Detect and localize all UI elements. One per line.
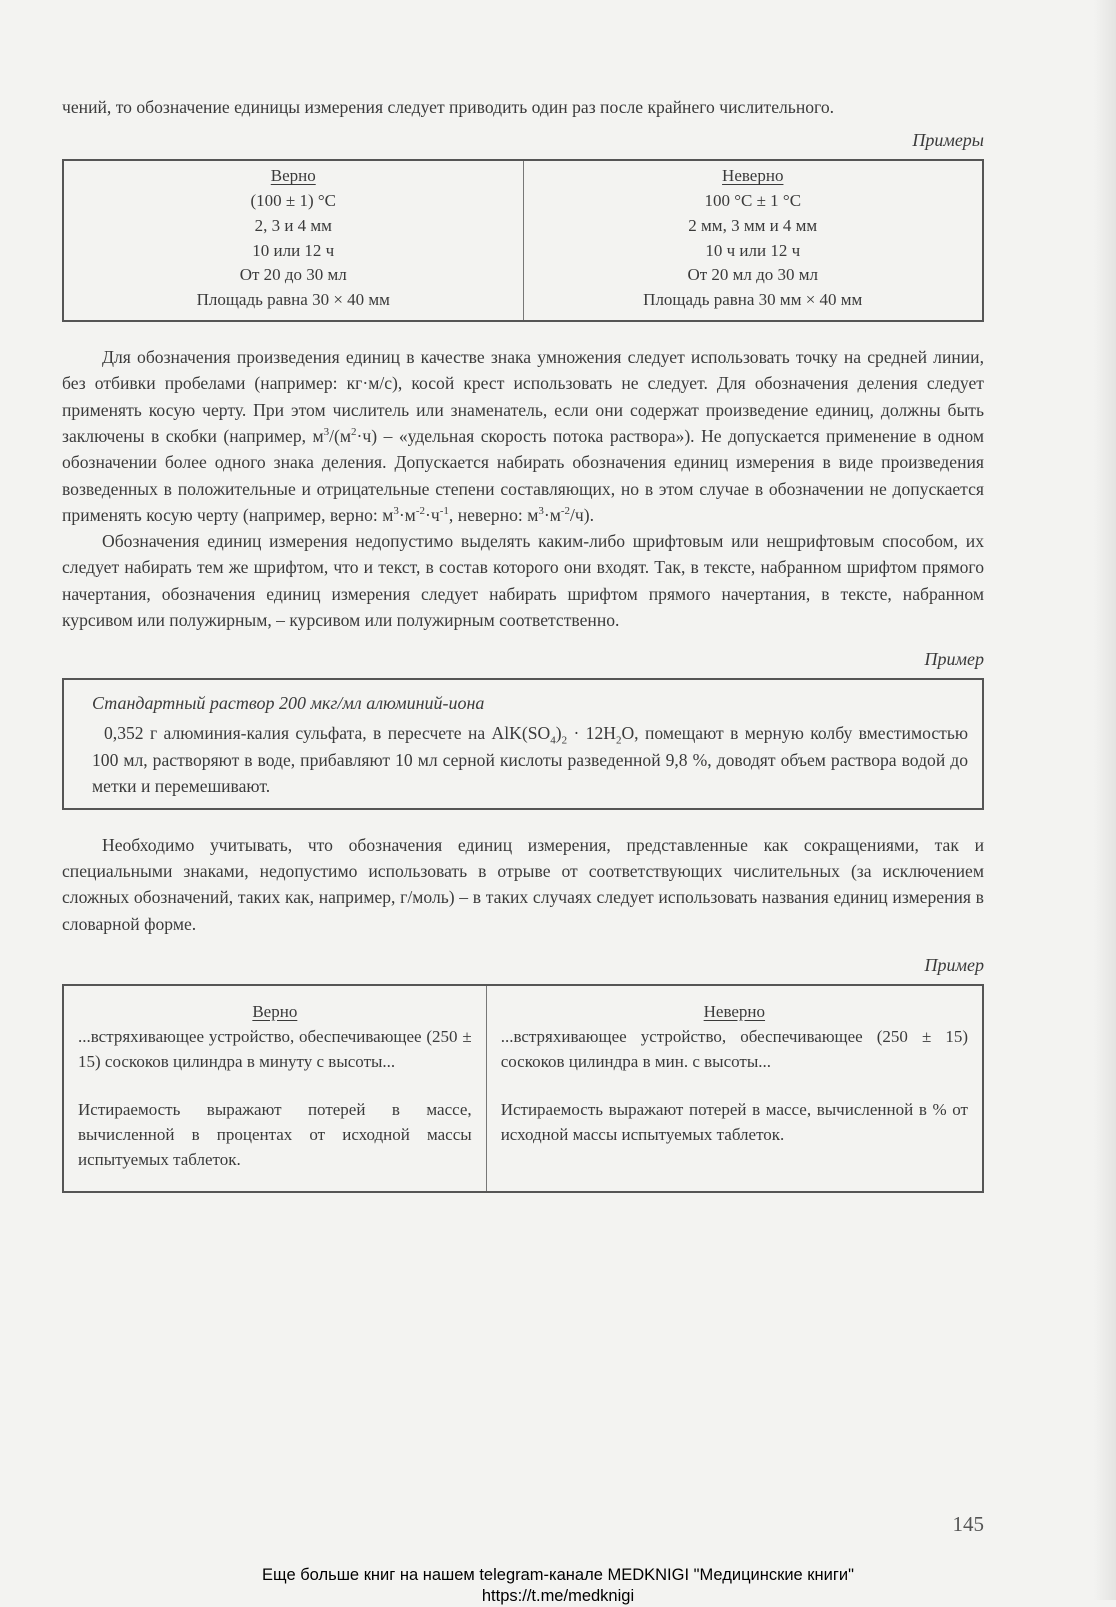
incorrect-line: 100 °С ± 1 °С [704,191,802,211]
incorrect-header: Неверно [722,166,784,186]
example-label-2: Пример [924,955,984,976]
correct-block-2: Истираемость выражают потерей в массе, вычисленной в процентах от исходной массы испытуемых таблеток. [78,1100,472,1170]
incorrect-block-1: ...встряхивающее устройство, обеспечивающее (250 ± 15) соскоков цилиндра в мин. с высоты... [500,1026,968,1071]
page-number: 145 [952,1512,984,1536]
incorrect-line: 10 ч или 12 ч [705,240,801,260]
incorrect-line: 2 мм, 3 мм и 4 мм [688,215,818,235]
incorrect-line: От 20 мл до 30 мл [687,265,819,285]
correct-block-1: ...встряхивающее устройство, обеспечивающее (250 ± 15) соскоков цилиндра в минуту с высоты... [78,1026,472,1071]
correct-header-2: Верно [252,1002,298,1022]
correct-line: От 20 до 30 мл [239,265,347,285]
intro-paragraph: чений, то обозначение единицы измерения следует приводить один раз после крайнего числительного. [62,97,835,117]
example-box-title: Стандартный раствор 200 мкг/мл алюминий-иона [92,693,485,714]
example-box-text: 0,352 г алюминия-калия сульфата, в пересчете на $AlK(SO_4)_2 \cdot 12H_2O$, помещают в мерную колбу вместимостью 100 мл, растворяют в воде, прибавляют 10 мл серной кислоты разведенной 9,8 %, доводят объем раствора водой до метки и перемешивают. [92,723,968,797]
product-units-paragraph: Для обозначения произведения единиц в качестве знака умножения следует использовать точку на средней линии, без отбивки пробелами (например: кг·м/с), косой крест использовать не следует. Для обозначения деления следует применять косую черту. При этом числитель или знаменатель, если они содержат произведение единиц, должны быть заключены в скобки (например, $м^3/(м^2\cdot ч)$ – «удельная скорость потока раствора»). Не допускается применение в одном обозначении более одного знака деления. Допускается набирать обозначения единиц измерения в виде произведения возведенных в положительные и отрицательные степени составляющих, но в этом случае в обозначении не допускается применять косую черту (например, верно: $м^3\cdot м^{-2}\cdot ч^{-1}$, неверно: $м^3\cdot м^{-2}/ч$). [62,347,984,525]
examples-label: Примеры [912,130,984,151]
correct-line: Площадь равна 30 × 40 мм [196,290,390,310]
units-comparison-table [62,159,984,322]
word-form-comparison-table [62,984,984,1193]
footer-promo [0,1565,1116,1607]
example-label: Пример [924,649,984,670]
incorrect-line: Площадь равна 30 мм × 40 мм [643,290,863,310]
abbreviation-paragraph: Необходимо учитывать, что обозначения единиц измерения, представленные как сокращениями, так и специальными знаками, недопустимо использовать в отрыве от соответствующих числительных (за исключением сложных обозначений, таких как, например, г/моль) – в таких случаях следует использовать названия единиц измерения в словарной форме. [62,834,984,934]
correct-line: (100 ± 1) °С [250,191,337,211]
correct-column [63,160,523,321]
correct-header: Верно [270,166,316,186]
page-edge-shadow [1094,0,1116,1600]
footer-line-1: Еще больше книг на нашем telegram-канале MEDKNIGI "Медицинские книги" [262,1566,854,1584]
correct-column-2 [63,985,486,1192]
incorrect-column-2 [486,985,983,1192]
incorrect-column [523,160,983,321]
footer-link[interactable]: https://t.me/medknigi [481,1587,635,1605]
incorrect-block-2: Истираемость выражают потерей в массе, вычисленной в % от исходной массы испытуемых таблеток. [500,1100,968,1145]
correct-line: 2, 3 и 4 мм [254,215,332,235]
incorrect-header-2: Неверно [703,1002,766,1022]
page-content [62,94,984,1193]
font-style-paragraph: Обозначения единиц измерения недопустимо выделять каким-либо шрифтовым или нешрифтовым способом, их следует набирать тем же шрифтом, что и текст, в состав которого они входят. Так, в тексте, набранном шрифтом прямого начертания, обозначения единиц измерения следует набирать шрифтом прямого начертания, в тексте, набранном курсивом или полужирным, – курсивом или полужирным соответственно. [62,531,984,631]
standard-solution-example-box [62,678,984,810]
correct-line: 10 или 12 ч [252,240,335,260]
